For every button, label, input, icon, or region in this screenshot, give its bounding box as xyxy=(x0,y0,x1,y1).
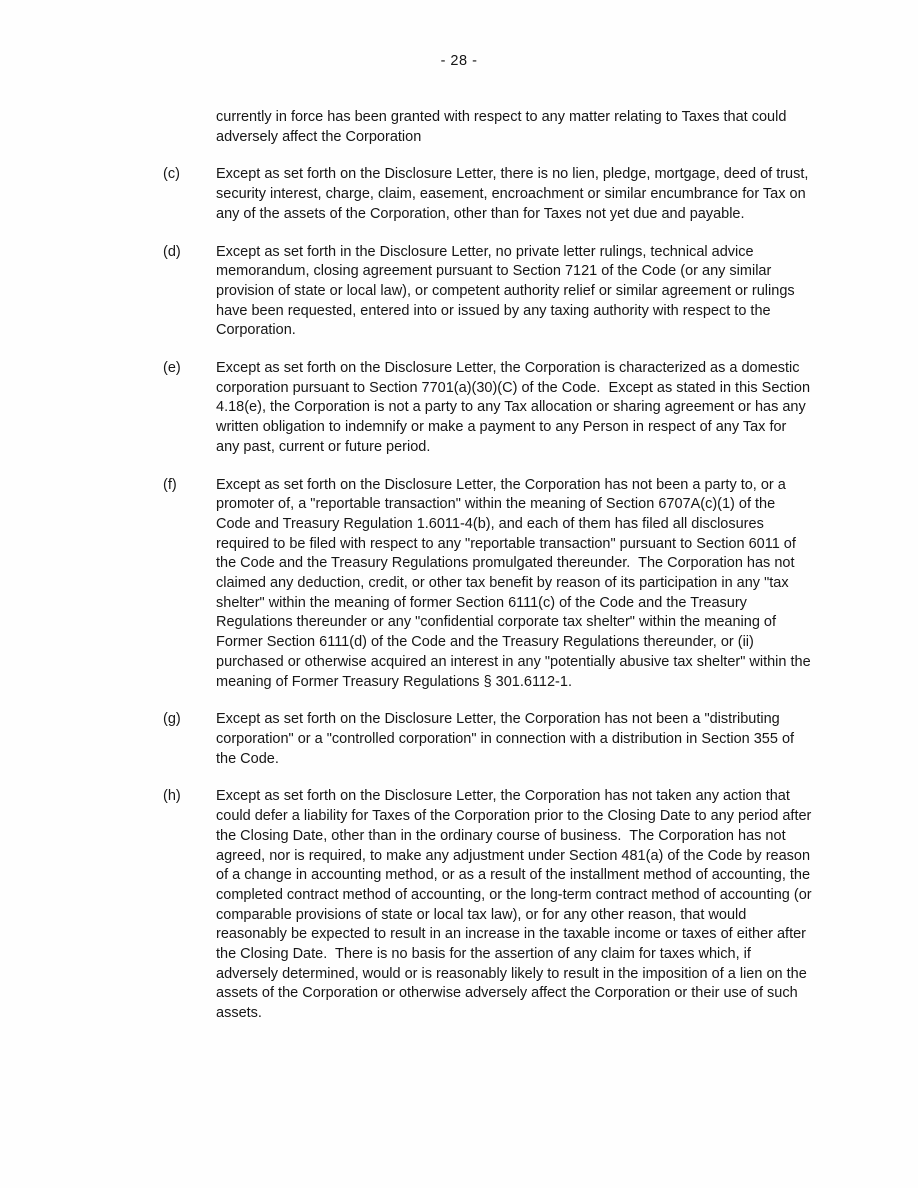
page-number: - 28 - xyxy=(440,53,478,69)
paragraph-row xyxy=(163,165,813,224)
paragraph-label: (c) xyxy=(163,166,180,183)
paragraph-text: Except as set forth on the Disclosure Letter, the Corporation is characterized as a domestic corporation pursuant to Section 7701(a)(30)(C) of the Code. Except as stated in this Section 4.18(e), the Corporation is not a party to any Tax allocation or sharing agreement or has any written obligation to indemnify or make a payment to any Person in respect of any Tax for any past, current or future period. xyxy=(216,360,815,455)
paragraph-text: Except as set forth on the Disclosure Letter, the Corporation has not taken any action that could defer a liability for Taxes of the Corporation prior to the Closing Date to any period after the Closing Date, other than in the ordinary course of business. The Corporation has not agreed, nor is required, to make any adjustment under Section 481(a) of the Code by reason of a change in accounting method, or as a result of the installment method of accounting, the completed contract method of accounting, or the long-term contract method of accounting (or comparable provisions of state or local tax law), or for any other reason, that would reasonably be expected to result in an increase in the taxable income or taxes of either after the Closing Date. There is no basis for the assertion of any claim for taxes which, if adversely determined, would or is reasonably likely to result in the imposition of a lien on the assets of the Corporation or otherwise adversely affect the Corporation or their use of such assets. xyxy=(216,788,816,1022)
paragraph-label: (d) xyxy=(163,243,181,260)
paragraph-row xyxy=(163,476,813,693)
paragraph-row xyxy=(163,359,813,458)
paragraph-row xyxy=(163,787,816,1023)
paragraph-label: (h) xyxy=(163,788,181,805)
paragraph-row xyxy=(163,108,813,147)
paragraph-text: Except as set forth in the Disclosure Letter, no private letter rulings, technical advice memorandum, closing agreement pursuant to Section 7121 of the Code (or any similar provision of state or local law), or competent authority relief or similar agreement or rulings have been requested, entered into or issued by any taxing authority with respect to the Corporation. xyxy=(216,243,799,339)
paragraph-text: Except as set forth on the Disclosure Letter, the Corporation has not been a party to, or a promoter of, a "reportable transaction" within the meaning of Section 6707A(c)(1) of the Code and Treasury Regulation 1.6011-4(b), and each of them has filed all disclosures required to be filed with respect to any "reportable transaction" pursuant to Section 6011 of the Code and the Treasury Regulations promulgated thereunder. The Corporation has not claimed any deduction, credit, or other tax benefit by reason of its participation in any "tax shelter" within the meaning of former Section 6111(c) of the Code and the Treasury Regulations thereunder or any "confidential corporate tax shelter" within the meaning of Former Section 6111(d) of the Code and the Treasury Regulations thereunder, or (ii) purchased or otherwise acquired an interest in any "potentially abusive tax shelter" within the meaning of Former Treasury Regulations § 301.6112-1. xyxy=(216,476,815,690)
paragraph-text: Except as set forth on the Disclosure Letter, the Corporation has not been a "distributing corporation" or a "controlled corporation" in connection with a distribution in Section 355 of the Code. xyxy=(216,711,799,767)
paragraph-label: (g) xyxy=(163,711,181,728)
paragraph-list xyxy=(163,108,816,1042)
paragraph-row xyxy=(163,243,813,342)
paragraph-row xyxy=(163,710,813,769)
paragraph-text: Except as set forth on the Disclosure Letter, there is no lien, pledge, mortgage, deed of trust, security interest, charge, claim, easement, encroachment or similar encumbrance for Tax on any of the assets of the Corporation, other than for Taxes not yet due and payable. xyxy=(216,166,813,222)
paragraph-text: currently in force has been granted with respect to any matter relating to Taxes that could adversely affect the Corporation xyxy=(216,109,791,145)
paragraph-label: (f) xyxy=(163,476,177,493)
paragraph-label: (e) xyxy=(163,360,181,377)
